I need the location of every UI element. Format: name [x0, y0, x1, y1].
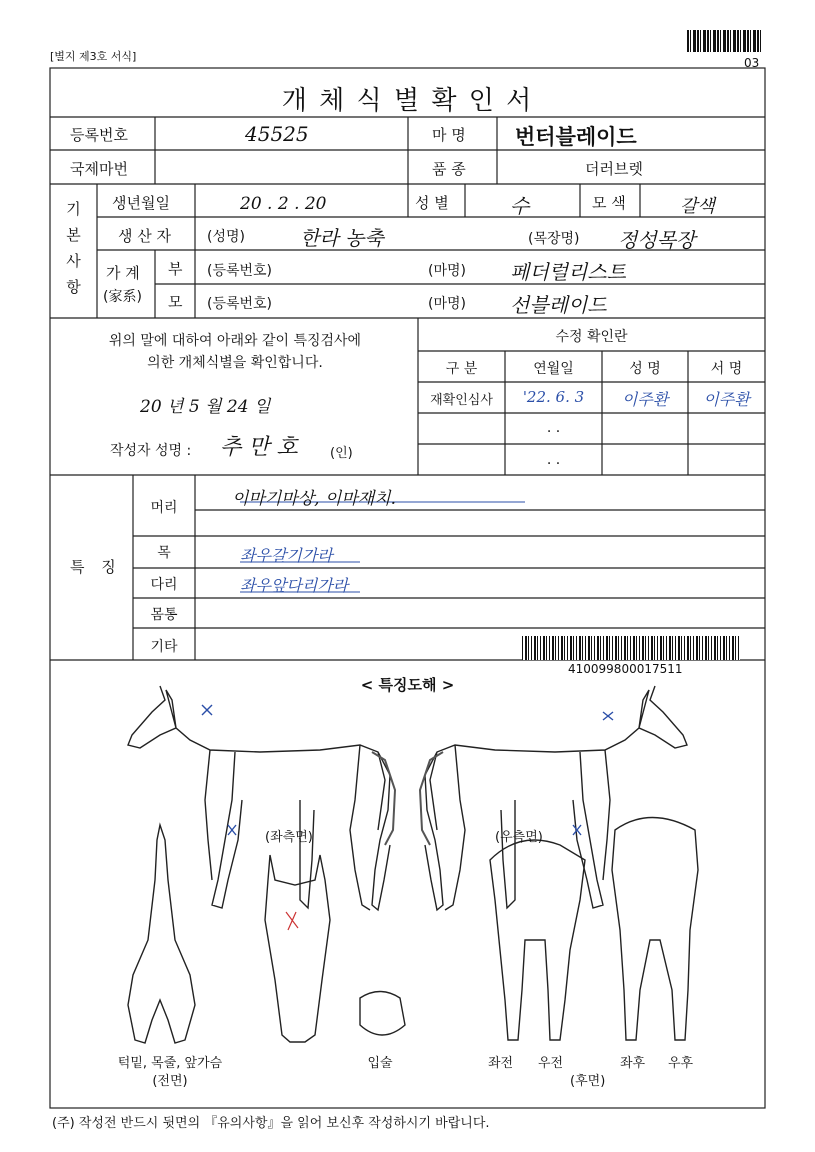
revision-header-date: 연월일	[533, 361, 574, 377]
barcode-number: 410099800017511	[568, 662, 683, 676]
form-label: [별지 제3호 서식]	[50, 50, 137, 63]
dam-reg-label: (등록번호)	[207, 296, 273, 312]
sire-name-label: (마명)	[428, 263, 466, 279]
horse-name-label: 마 명	[432, 126, 466, 144]
author-signature: 추 만 호	[220, 435, 298, 460]
statement-line2: 의한 개체식별을 확인합니다.	[147, 355, 323, 371]
dob-label: 생년월일	[112, 194, 170, 212]
breed-label: 품 종	[432, 160, 466, 178]
page-number: 03	[744, 56, 760, 70]
horse-name-value: 번터블레이드	[515, 124, 637, 149]
revision-row2-date: . .	[546, 420, 561, 436]
farm-value: 정성목장	[618, 228, 696, 252]
statement-line1: 위의 말에 대하여 아래와 같이 특징검사에	[108, 333, 362, 349]
pedigree-hanja: (家系)	[103, 289, 142, 305]
feature-value-legs: 좌우앞다리가라	[240, 576, 349, 595]
intl-no-label: 국제마번	[70, 160, 128, 178]
left-front-label: 좌전	[488, 1056, 514, 1071]
diagram-title: < 특징도해 >	[360, 676, 455, 694]
front-caption: 턱밑, 목줄, 앞가슴	[117, 1056, 223, 1071]
left-side-label: (좌측면)	[265, 830, 313, 845]
dam-name-value: 선블레이드	[510, 293, 607, 317]
author-label: 작성자 성명 :	[110, 443, 192, 459]
rear-label: (후면)	[570, 1074, 606, 1089]
left-hind-label: 좌후	[620, 1056, 646, 1071]
sex-value: 수	[510, 194, 530, 218]
lips-outline	[360, 992, 405, 1036]
document-title: 개 체 식 별 확 인 서	[281, 86, 534, 116]
rear-view-outline	[612, 818, 698, 1041]
footer-note: (주) 작성전 반드시 뒷면의 『유의사항』을 읽어 보신후 작성하시기 바랍니다.	[52, 1116, 490, 1131]
basic-section-label: 기 본 사 항	[66, 200, 81, 296]
revision-header-sign: 서 명	[710, 361, 743, 377]
revision-row1-date: '22. 6. 3	[522, 388, 585, 406]
sire-label: 부	[168, 260, 183, 278]
right-front-label: 우전	[538, 1056, 564, 1071]
dam-name-label: (마명)	[428, 296, 466, 312]
feature-label-body: 몸통	[150, 607, 178, 623]
farm-label: (목장명)	[528, 231, 580, 247]
feature-value-neck: 좌우갈기가라	[240, 546, 333, 565]
revision-row3-date: . .	[546, 452, 561, 468]
front-caption-2: (전면)	[152, 1074, 188, 1089]
features-section-label: 특 징	[70, 558, 122, 576]
breeder-name-label: (성명)	[207, 229, 245, 245]
feature-value-head: 이마기마상, 이마재치.	[232, 489, 397, 509]
revision-row1-sign: 이주환	[703, 390, 750, 409]
revision-title: 수정 확인란	[555, 329, 628, 345]
color-label: 모 색	[592, 194, 626, 212]
sire-name-value: 페더럴리스트	[510, 260, 626, 284]
lips-label: 입술	[367, 1056, 393, 1071]
front-neck-outline	[128, 825, 195, 1043]
confirmation-date: 20 년 5 월 24 일	[140, 397, 271, 417]
right-side-label: (우측면)	[495, 830, 543, 845]
breed-value: 더러브렛	[585, 160, 643, 178]
revision-row1-category: 재확인심사	[430, 393, 493, 408]
dam-label: 모	[168, 293, 183, 311]
feature-label-neck: 목	[157, 545, 171, 561]
revision-header-category: 구 분	[445, 361, 478, 377]
right-horse-outline	[425, 686, 687, 910]
revision-row1-name: 이주환	[621, 390, 669, 409]
dob-value: 20 . 2 . 20	[240, 194, 327, 214]
reg-no-value: 45525	[245, 122, 309, 146]
pedigree-label: 가 계	[106, 264, 140, 282]
sire-reg-label: (등록번호)	[207, 263, 273, 279]
revision-header-name: 성 명	[629, 361, 661, 377]
feature-label-head: 머리	[150, 500, 178, 516]
seal-mark: (인)	[330, 446, 353, 461]
breeder-label: 생 산 자	[118, 227, 172, 245]
breeder-name-value: 한라 농축	[300, 226, 384, 250]
feature-label-other: 기타	[150, 639, 178, 655]
head-front-outline	[265, 855, 330, 1042]
color-value: 갈색	[680, 196, 715, 217]
feature-label-legs: 다리	[150, 577, 178, 593]
right-hind-label: 우후	[668, 1056, 694, 1071]
reg-no-label: 등록번호	[70, 126, 128, 144]
sex-label: 성 별	[415, 194, 449, 212]
